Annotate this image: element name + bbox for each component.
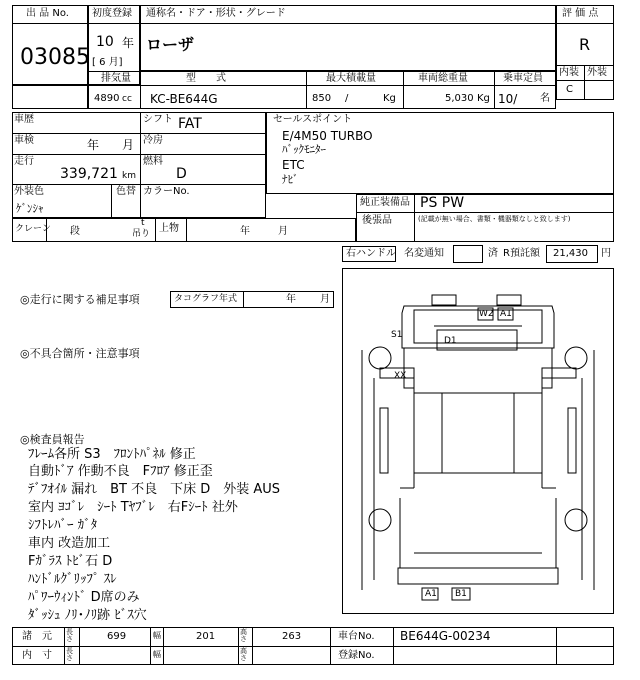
- specifications-label: 諸 元: [22, 631, 52, 642]
- width-label: 幅: [153, 631, 161, 640]
- inspector-line: Fｶﾞﾗｽ ﾄﾋﾞ石 D: [28, 554, 113, 569]
- damage-mark: XX: [394, 371, 407, 381]
- exterior-color-label: 外装色: [14, 186, 44, 197]
- defects-label: ◎不具合箇所・注意事項: [20, 347, 140, 360]
- crane-ton-unit: t: [141, 218, 145, 228]
- registration-number-label: 登録No.: [338, 650, 375, 661]
- interior-height-label: 高さ: [240, 647, 247, 662]
- gross-weight-unit: Kg: [477, 93, 490, 104]
- displacement: 4890: [94, 93, 120, 104]
- model-code: KC-BE644G: [150, 92, 218, 106]
- capacity-label: 乗車定員: [503, 73, 543, 84]
- tachograph-month-unit: 月: [320, 294, 330, 305]
- upper-body-year-unit: 年: [240, 226, 250, 237]
- aircon-label: 冷房: [143, 135, 163, 146]
- first-registration-year-unit: 年: [122, 36, 135, 50]
- first-registration-label: 初度登録: [92, 8, 132, 19]
- driving-notes-label: ◎走行に関する補足事項: [20, 293, 140, 306]
- damage-mark: W2: [479, 309, 494, 319]
- interior-dimensions-label: 内 寸: [22, 650, 52, 661]
- vehicle-name-label: 通称名・ドア・形状・グレード: [146, 8, 286, 19]
- rear-outline-shape: [398, 568, 558, 584]
- damage-mark: D1: [444, 336, 457, 346]
- rear-right-wheel-shape: [565, 509, 587, 531]
- vehicle-name: ローザ: [146, 35, 195, 54]
- capacity: 10/: [498, 92, 518, 106]
- max-load: 850: [312, 93, 332, 104]
- interior-length-label: 長さ: [66, 647, 73, 662]
- inspector-line: ｼﾌﾄﾚﾊﾞｰ ｶﾞﾀ: [28, 518, 98, 533]
- genuine-equipment: PS PW: [420, 195, 465, 211]
- max-load-unit: Kg: [383, 93, 396, 104]
- lot-number: 03085: [20, 45, 90, 70]
- history-label: 車歴: [14, 114, 34, 125]
- length-label: 長さ: [66, 628, 73, 643]
- inspector-report-label: ◎検査員報告: [20, 433, 85, 446]
- recycle-unit: 円: [601, 248, 611, 259]
- mileage-label: 走行: [14, 156, 34, 167]
- fuel-label: 燃料: [143, 156, 163, 167]
- details-grid: [12, 112, 266, 218]
- right-mirror-shape: [497, 295, 521, 305]
- color-number-label: カラーNo.: [143, 186, 190, 197]
- gross-weight: 5,030: [445, 93, 474, 104]
- sales-point-item: ETC: [282, 158, 305, 172]
- gross-weight-label: 車両総重量: [418, 73, 468, 84]
- refund-label: 済: [488, 248, 498, 259]
- inspector-line: ﾊﾟﾜｰｳｨﾝﾄﾞ D席のみ: [28, 590, 140, 605]
- shift-label: シフト: [143, 114, 173, 125]
- interior-grade-label: 内装: [559, 67, 579, 78]
- chassis-number-label: 車台No.: [338, 631, 375, 642]
- crane-label: クレーン: [15, 224, 51, 234]
- displacement-label: 排気量: [101, 73, 131, 84]
- right-side-outline-shape: [542, 368, 576, 378]
- tachograph-label: タコグラフ年式: [174, 294, 238, 304]
- aftermarket-label: 後張品: [362, 215, 392, 226]
- first-registration-year: 10: [96, 34, 114, 50]
- height-label: 高さ: [240, 628, 247, 643]
- inspector-line: 車内 改造加工: [28, 536, 111, 551]
- overall-grade: R: [579, 35, 591, 54]
- color-change-label: 色替: [116, 186, 136, 197]
- interior-width-label: 幅: [153, 650, 161, 659]
- inspector-line: 室内 ﾖｺﾞﾚ ｼｰﾄ Tﾔﾌﾞﾚ 右Fｼｰﾄ 社外: [28, 500, 238, 515]
- fuel-value: D: [176, 166, 187, 182]
- damage-mark: B1: [455, 589, 467, 599]
- name-change-box: [453, 245, 483, 263]
- damage-mark: S1: [391, 330, 403, 340]
- crane-lift-unit: 吊り: [132, 229, 151, 239]
- damage-mark: A1: [500, 309, 512, 319]
- tachograph-year-unit: 年: [286, 294, 296, 305]
- mileage-unit: km: [122, 171, 136, 181]
- lot-number-label: 出 品 No.: [26, 8, 69, 19]
- shift-value: FAT: [178, 116, 202, 132]
- inspector-line: ﾃﾞﾌｵｲﾙ 漏れ BT 不良 下床 D 外装 AUS: [28, 482, 281, 497]
- front-right-wheel-shape: [565, 347, 587, 369]
- crane-row: [12, 218, 356, 242]
- first-registration-month: [ 6 月]: [92, 57, 123, 68]
- height-value: 263: [282, 631, 302, 642]
- recycle-amount: 21,430: [553, 248, 588, 259]
- inspection-month-unit: 月: [122, 138, 135, 152]
- upper-body-month-unit: 月: [278, 226, 288, 237]
- crane-stage-unit: 段: [70, 226, 80, 237]
- aftermarket-note: (記載が無い場合、書類・機器類なしと致します): [418, 215, 571, 223]
- exterior-color-value: ｹﾞﾝｼｬ: [16, 202, 44, 215]
- upper-body-label: 上物: [159, 223, 179, 234]
- damage-mark: A1: [425, 589, 437, 599]
- vehicle-diagram: [342, 268, 614, 614]
- left-mirror-shape: [432, 295, 456, 305]
- width-value: 201: [196, 631, 216, 642]
- displacement-unit: cc: [122, 94, 132, 104]
- sales-points-label: セールスポイント: [273, 114, 353, 125]
- max-load-label: 最大積載量: [326, 73, 376, 84]
- name-change-label: 名変通知: [404, 248, 444, 259]
- grade-label: 評 価 点: [562, 8, 599, 19]
- mileage-value: 339,721: [60, 166, 118, 182]
- interior-grade: C: [566, 84, 573, 95]
- genuine-equipment-label: 純正装備品: [360, 197, 410, 208]
- rear-left-wheel-shape: [369, 509, 391, 531]
- inspection-year-unit: 年: [87, 138, 100, 152]
- front-left-wheel-shape: [369, 347, 391, 369]
- model-label: 型 式: [186, 73, 226, 84]
- inspector-line: ﾊﾝﾄﾞﾙｸﾞﾘｯﾌﾟ ｽﾚ: [28, 572, 117, 587]
- capacity-unit: 名: [540, 93, 550, 104]
- exterior-grade-label: 外装: [587, 67, 607, 78]
- max-load-separator: /: [345, 93, 349, 104]
- sales-point-item: ﾅﾋﾞ: [282, 173, 299, 186]
- sales-point-item: ﾊﾞｯｸﾓﾆﾀｰ: [282, 143, 326, 156]
- recycle-label: R預託額: [503, 248, 540, 259]
- inspector-line: ﾀﾞｯｼｭ ﾉﾘ･ﾉﾘ跡 ﾋﾞｽ穴: [28, 608, 147, 623]
- inspection-label: 車検: [14, 135, 34, 146]
- chassis-number: BE644G-00234: [400, 629, 491, 643]
- steering-side: 右ハンドル: [346, 248, 396, 259]
- inspector-line: ﾌﾚｰﾑ各所 S3 ﾌﾛﾝﾄﾊﾟﾈﾙ 修正: [28, 447, 196, 462]
- length-value: 699: [107, 631, 127, 642]
- sales-point-item: E/4M50 TURBO: [282, 129, 373, 143]
- inspector-line: 自動ﾄﾞｱ 作動不良 Fﾌﾛｱ 修正歪: [28, 464, 213, 479]
